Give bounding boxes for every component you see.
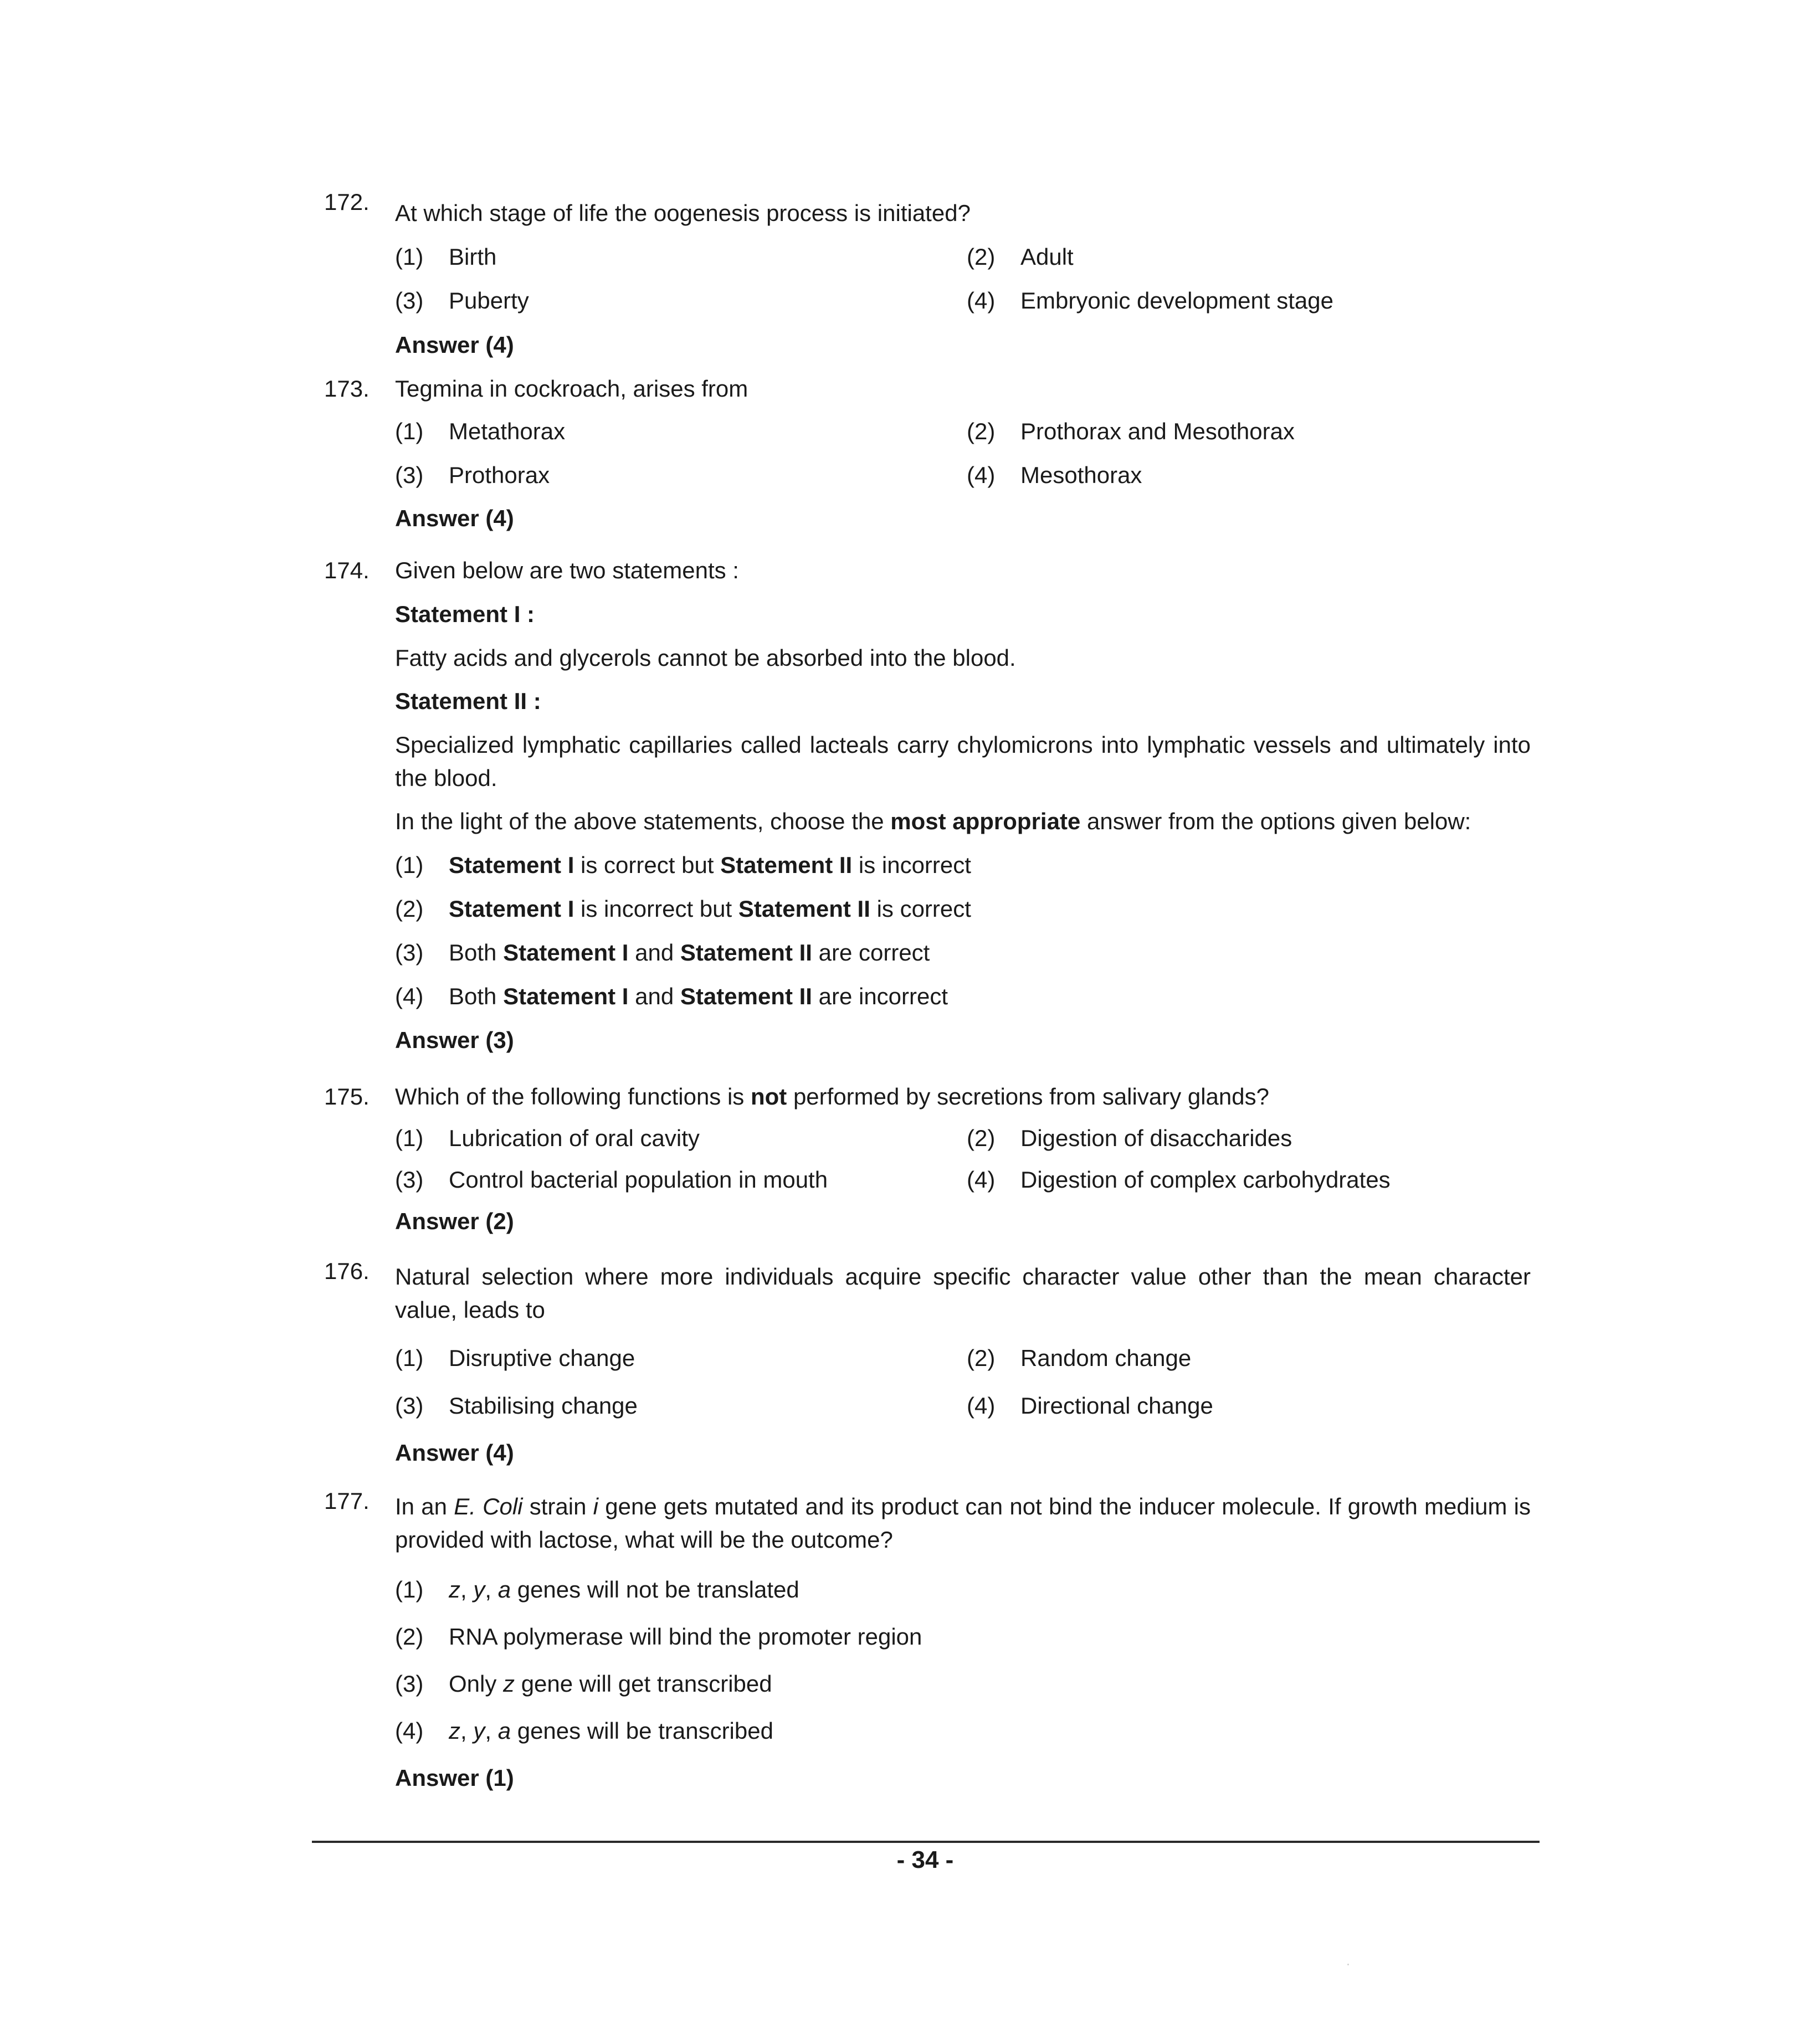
- option-number: (1): [395, 418, 424, 444]
- footer-divider: [312, 1841, 1540, 1843]
- option-text: Prothorax: [449, 462, 550, 488]
- option-text: Mesothorax: [1020, 462, 1142, 488]
- statement-2-label: Statement II :: [395, 688, 541, 714]
- statement-1-text: Fatty acids and glycerols cannot be absorbed into the blood.: [395, 645, 1016, 671]
- question-number: 174.: [324, 557, 370, 583]
- question-text-emphasis: not: [750, 1083, 787, 1110]
- option-fragment: genes will not be translated: [511, 1576, 799, 1603]
- option-text: Control bacterial population in mouth: [449, 1167, 828, 1193]
- option-text: [449, 1667, 772, 1701]
- option-text: Prothorax and Mesothorax: [1020, 418, 1295, 444]
- scan-speck: [1347, 1964, 1349, 1965]
- option-number: (4): [967, 462, 996, 488]
- statement-ref: Statement II: [720, 852, 853, 878]
- option-fragment: and: [628, 939, 680, 965]
- statement-ref: Statement I: [503, 983, 629, 1009]
- question-text: [395, 1080, 1269, 1113]
- instruction-text: [395, 805, 1471, 838]
- option-fragment: Both: [449, 983, 497, 1009]
- option-fragment: is incorrect: [852, 852, 971, 878]
- question-number: 175.: [324, 1083, 370, 1110]
- answer-label: Answer (3): [395, 1027, 514, 1053]
- option-text: Metathorax: [449, 418, 566, 444]
- option-text: Stabilising change: [449, 1393, 638, 1419]
- statement-ref: Statement I: [449, 852, 574, 878]
- option-fragment: is correct: [870, 896, 971, 922]
- option-text: [449, 936, 930, 969]
- question-number: 172.: [324, 189, 370, 215]
- option-number: (3): [395, 1167, 424, 1193]
- organism-name: E. Coli: [454, 1493, 523, 1519]
- option-text: Adult: [1020, 244, 1074, 270]
- option-text: [449, 980, 948, 1013]
- separator: ,: [485, 1718, 498, 1744]
- gene-name: z: [449, 1718, 460, 1744]
- option-text: Lubrication of oral cavity: [449, 1125, 700, 1151]
- gene-name: i: [593, 1493, 599, 1519]
- option-number: (1): [395, 852, 424, 878]
- option-text: Random change: [1020, 1345, 1192, 1371]
- option-fragment: genes will be transcribed: [511, 1718, 773, 1744]
- option-number: (2): [967, 244, 996, 270]
- answer-label: Answer (4): [395, 332, 514, 358]
- option-text: [449, 1714, 773, 1748]
- option-text: RNA polymerase will bind the promoter region: [449, 1624, 922, 1650]
- option-number: (4): [967, 287, 996, 314]
- question-number: 173.: [324, 376, 370, 402]
- option-text: [449, 1573, 799, 1606]
- gene-name: a: [497, 1576, 511, 1603]
- gene-name: y: [473, 1718, 485, 1744]
- option-number: (1): [395, 1125, 424, 1151]
- option-fragment: is correct but: [574, 852, 721, 878]
- question-text: [395, 1490, 1531, 1557]
- option-number: (3): [395, 1393, 424, 1419]
- option-fragment: Only: [449, 1671, 504, 1697]
- option-fragment: and: [628, 983, 680, 1009]
- option-fragment: are correct: [812, 939, 930, 965]
- option-fragment: Both: [449, 939, 497, 965]
- option-number: (2): [967, 418, 996, 444]
- option-text: Puberty: [449, 287, 529, 314]
- question-text: Given below are two statements :: [395, 557, 739, 583]
- separator: ,: [485, 1576, 498, 1603]
- gene-name: z: [503, 1671, 515, 1697]
- option-number: (3): [395, 287, 424, 314]
- gene-name: z: [449, 1576, 460, 1603]
- gene-name: y: [473, 1576, 485, 1603]
- instruction-post: answer from the options given below:: [1080, 808, 1471, 834]
- option-text: Directional change: [1020, 1393, 1213, 1419]
- statement-ref: Statement I: [449, 896, 574, 922]
- instruction-pre: In the light of the above statements, choose the: [395, 808, 891, 834]
- option-number: (4): [967, 1167, 996, 1193]
- option-fragment: are incorrect: [812, 983, 948, 1009]
- option-text: Digestion of disaccharides: [1020, 1125, 1292, 1151]
- statement-ref: Statement II: [680, 939, 812, 965]
- option-number: (2): [967, 1345, 996, 1371]
- option-text: Birth: [449, 244, 497, 270]
- question-text-fragment: In an: [395, 1493, 454, 1519]
- option-number: (4): [967, 1393, 996, 1419]
- option-number: (1): [395, 1345, 424, 1371]
- option-number: (4): [395, 1718, 424, 1744]
- option-number: (3): [395, 1671, 424, 1697]
- answer-label: Answer (2): [395, 1208, 514, 1234]
- question-number: 176.: [324, 1258, 370, 1284]
- option-text: [449, 849, 971, 882]
- option-number: (1): [395, 244, 424, 270]
- gene-name: a: [497, 1718, 511, 1744]
- question-text-fragment: strain: [522, 1493, 593, 1519]
- option-fragment: is incorrect but: [574, 896, 738, 922]
- question-text: Natural selection where more individuals acquire specific character value other than the mean character value, leads to: [395, 1264, 1531, 1323]
- option-number: (3): [395, 939, 424, 965]
- question-text-post: performed by secretions from salivary glands?: [787, 1083, 1269, 1110]
- option-number: (3): [395, 462, 424, 488]
- question-text: Tegmina in cockroach, arises from: [395, 376, 748, 402]
- option-number: (4): [395, 983, 424, 1009]
- question-text: At which stage of life the oogenesis process is initiated?: [395, 200, 971, 226]
- option-text: Disruptive change: [449, 1345, 635, 1371]
- option-number: (2): [395, 896, 424, 922]
- statement-ref: Statement I: [503, 939, 629, 965]
- answer-label: Answer (4): [395, 1440, 514, 1466]
- option-number: (2): [967, 1125, 996, 1151]
- answer-label: Answer (4): [395, 505, 514, 531]
- option-fragment: gene will get transcribed: [515, 1671, 772, 1697]
- option-text: [449, 892, 971, 926]
- question-text-pre: Which of the following functions is: [395, 1083, 751, 1110]
- question-text-fragment: gene gets mutated and its product can not bind the inducer molecule. If growth medium is provided with lactose, what will be the outcome?: [395, 1493, 1531, 1553]
- page-number: - 34 -: [896, 1846, 954, 1873]
- option-number: (2): [395, 1624, 424, 1650]
- instruction-emphasis: most appropriate: [890, 808, 1081, 834]
- statement-ref: Statement II: [680, 983, 812, 1009]
- statement-2-text: Specialized lymphatic capillaries called lacteals carry chylomicrons into lymphatic vessels and ultimately into the blood.: [395, 732, 1531, 791]
- statement-1-label: Statement I :: [395, 601, 535, 627]
- answer-label: Answer (1): [395, 1765, 514, 1791]
- separator: ,: [460, 1718, 474, 1744]
- statement-ref: Statement II: [738, 896, 870, 922]
- option-text: Embryonic development stage: [1020, 287, 1333, 314]
- separator: ,: [460, 1576, 474, 1603]
- question-number: 177.: [324, 1488, 370, 1514]
- option-text: Digestion of complex carbohydrates: [1020, 1167, 1391, 1193]
- option-number: (1): [395, 1576, 424, 1603]
